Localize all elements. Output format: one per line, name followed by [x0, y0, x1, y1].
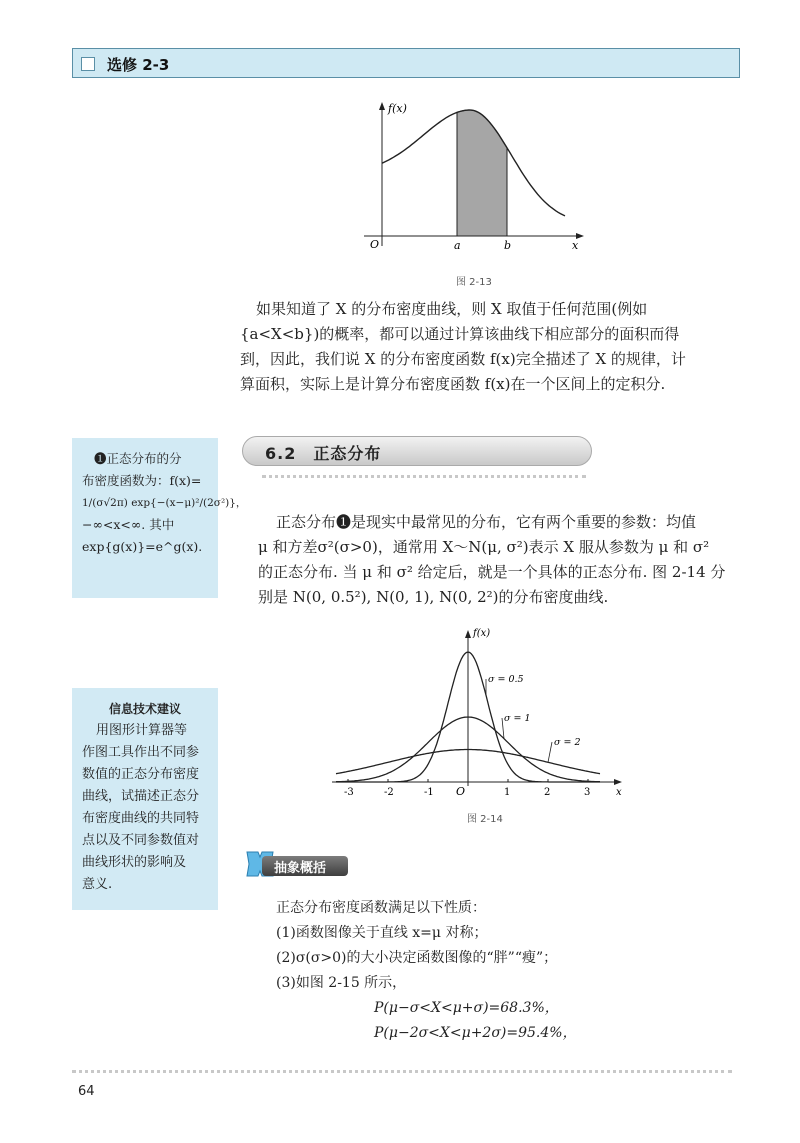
- figure-2-13: [350, 96, 600, 256]
- fig13-y-arrow: [379, 102, 385, 110]
- tech-box-line: 布密度曲线的共同特: [82, 811, 200, 826]
- sidebar-note-line: 1/(σ√2π) exp{−(x−μ)²/(2σ²)}，: [82, 497, 247, 509]
- series-label: σ = 2: [554, 737, 581, 748]
- tech-box-line: 作图工具作出不同参: [82, 745, 200, 760]
- y-axis-arrow: [465, 630, 471, 638]
- series-label: σ = 1: [504, 713, 531, 724]
- x-tick-label: -1: [424, 787, 434, 798]
- tech-box-line: 意义.: [82, 877, 113, 892]
- series-leader-line: [548, 742, 552, 762]
- series-label: σ = 0.5: [488, 674, 524, 685]
- section-heading: [242, 436, 592, 466]
- fig13-x-label: x: [572, 239, 579, 252]
- paragraph-1-line: 到，因此，我们说 X 的分布密度函数 f(x)完全描述了 X 的规律，计: [240, 350, 686, 368]
- tech-suggestion-box: [72, 688, 218, 910]
- formula-1: P(μ−σ<X<μ+σ)=68.3%，: [374, 1000, 559, 1016]
- paragraph-2-line: 正态分布❶是现实中最常见的分布，它有两个重要的参数：均值: [276, 513, 697, 531]
- sidebar-note-line: −∞<x<∞. 其中: [82, 517, 175, 532]
- property-line: (1)函数图像关于直线 x=μ 对称；: [276, 925, 488, 941]
- footer-divider: [72, 1070, 732, 1073]
- x-tick-label: -2: [384, 787, 394, 798]
- fig13-shaded-area: [457, 110, 507, 236]
- chart-labels: [344, 628, 622, 798]
- figure-2-14-chart: [328, 622, 628, 802]
- abstract-summary-label: 抽象概括: [274, 861, 327, 876]
- sidebar-note-line: exp{g(x)}=e^g(x).: [82, 539, 203, 554]
- formula-2: P(μ−2σ<X<μ+2σ)=95.4%，: [374, 1025, 577, 1041]
- paragraph-2-line: 别是 N(0, 0.5²), N(0, 1), N(0, 2²)的分布密度曲线.: [258, 588, 609, 606]
- section-title: 6.2 正态分布: [265, 444, 382, 463]
- page-number: 64: [78, 1084, 95, 1099]
- tech-box-line: 数值的正态分布密度: [82, 767, 200, 782]
- fig13-a-label: a: [454, 239, 461, 252]
- fig14-caption: 图 2-14: [467, 814, 503, 825]
- paragraph-1-line: 如果知道了 X 的分布密度曲线，则 X 取值于任何范围(例如: [256, 300, 648, 318]
- sidebar-note-line: ❶正态分布的分: [94, 451, 182, 466]
- header-title: 选修 2-3: [107, 56, 170, 74]
- paragraph-1-line: 算面积，实际上是计算分布密度函数 f(x)在一个区间上的定积分.: [240, 375, 666, 393]
- header-square-icon: [81, 57, 95, 71]
- tech-box-line: 用图形计算器等: [96, 723, 188, 738]
- chapter-header: [72, 48, 740, 78]
- paragraph-2: [258, 510, 726, 610]
- sidebar-footnote-box: [72, 438, 247, 598]
- x-tick-label: 2: [544, 787, 551, 798]
- tech-box-line: 点以及不同参数值对: [82, 833, 200, 848]
- fig13-y-label: f(x): [388, 102, 407, 115]
- section-divider: [262, 475, 586, 478]
- tech-box-line: 曲线形状的影响及: [82, 855, 187, 870]
- paragraph-2-line: μ 和方差σ²(σ>0)，通常用 X～N(μ, σ²)表示 X 服从参数为 μ 和 σ²: [258, 538, 710, 556]
- x-axis-label: x: [616, 787, 622, 798]
- fig13-origin-label: O: [370, 238, 380, 251]
- property-line: (2)σ(σ>0)的大小决定函数图像的“胖”“瘦”；: [276, 950, 558, 966]
- x-tick-label: -3: [344, 787, 354, 798]
- fig13-b-label: b: [504, 239, 512, 252]
- y-axis-label: f(x): [473, 628, 491, 639]
- x-tick-label: 1: [504, 787, 511, 798]
- x-tick-label: 3: [584, 787, 591, 798]
- x-axis-arrow: [614, 779, 622, 785]
- paragraph-3: [276, 896, 557, 996]
- paragraph-1-line: {a<X<b})的概率，都可以通过计算该曲线下相应部分的面积而得: [240, 325, 680, 343]
- tech-box-title: 信息技术建议: [108, 702, 181, 716]
- property-line: (3)如图 2-15 所示，: [276, 975, 407, 991]
- paragraph-1: [240, 297, 686, 397]
- paragraph-2-line: 的正态分布. 当 μ 和 σ² 给定后，就是一个具体的正态分布. 图 2-14 分: [258, 563, 726, 581]
- tech-box-line: 曲线，试描述正态分: [82, 789, 200, 804]
- abstract-summary-banner: [244, 848, 352, 878]
- sidebar-note-line: 布密度函数为：f(x)=: [82, 473, 202, 488]
- property-line: 正态分布密度函数满足以下性质：: [276, 900, 486, 916]
- fig13-caption: 图 2-13: [456, 277, 492, 288]
- origin-label: O: [456, 785, 466, 798]
- chart-axes: [332, 630, 622, 786]
